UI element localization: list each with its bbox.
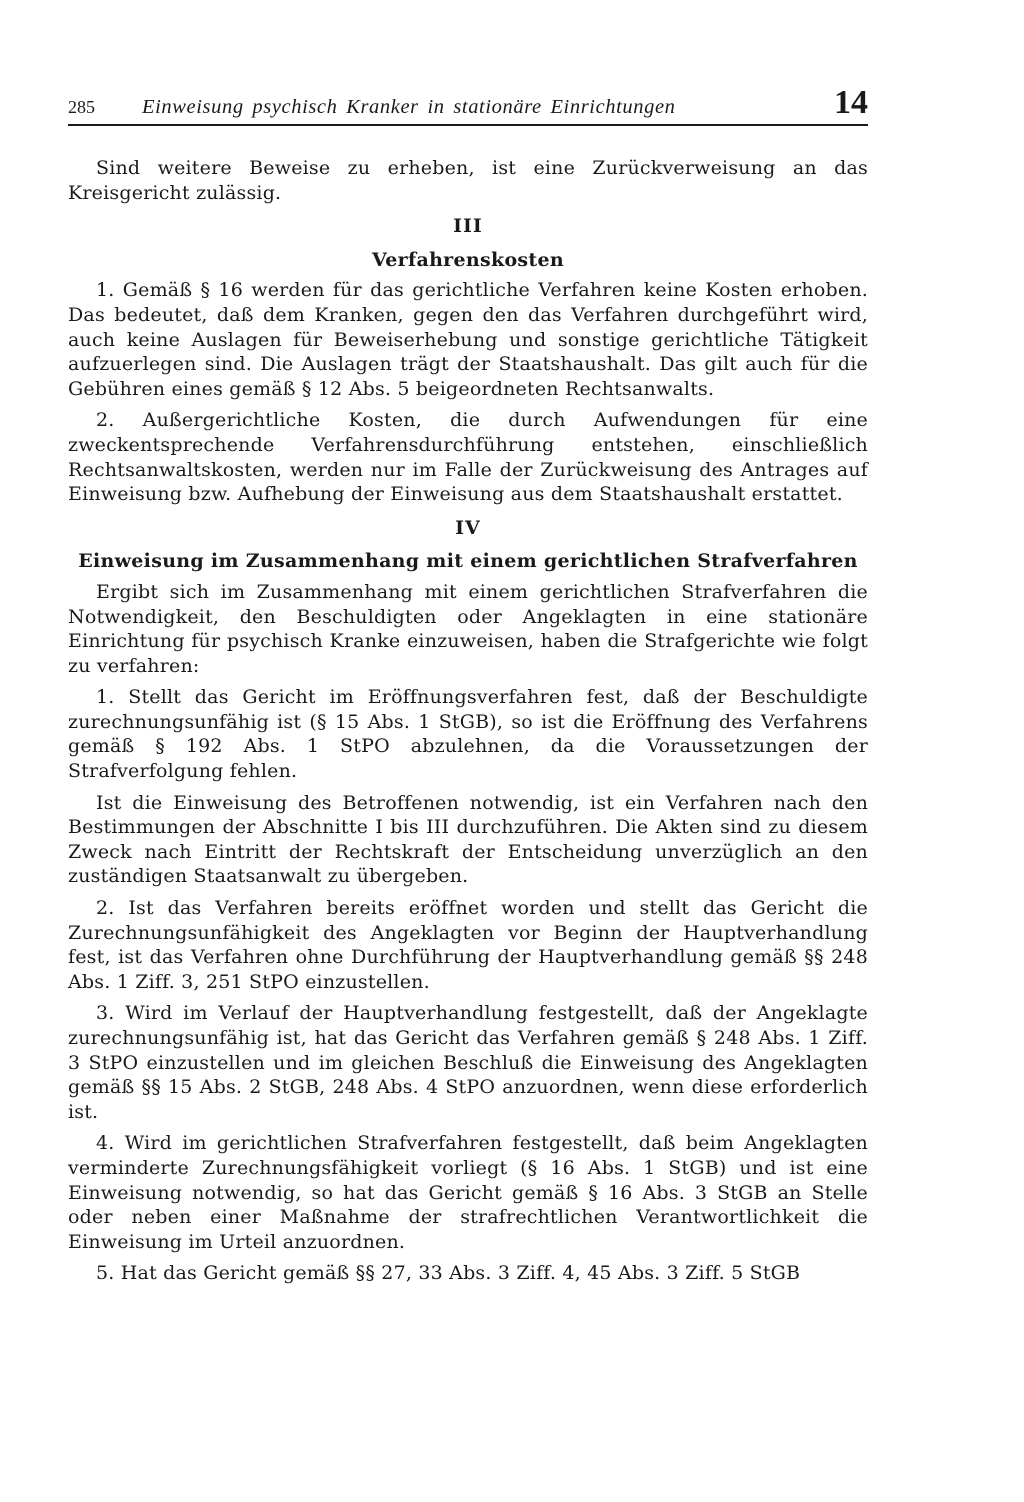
section-4-title: Einweisung im Zusammenhang mit einem gerichtlichen Strafverfahren xyxy=(78,550,858,573)
section-3-title: Verfahrenskosten xyxy=(371,248,565,271)
section-3-label: III xyxy=(453,215,483,238)
section-3-paragraph-2: 2. Außergerichtliche Kosten, die durch Aufwendungen für eine zweckentsprechende Verfahrensdurchführung entstehen, einschließlich Rechtsanwaltskosten, werden nur im Falle der Zurückweisung des Antrages auf Einweisung bzw. Aufhebung der Einweisung aus dem Staatshaushalt erstattet. xyxy=(68,409,868,506)
section-4-paragraph-2: 1. Stellt das Gericht im Eröffnungsverfahren fest, daß der Beschuldigte zurechnungsunfähig ist (§ 15 Abs. 1 StGB), so ist die Eröffnung des Verfahrens gemäß § 192 Abs. 1 StPO abzulehnen, da die Voraussetzungen der Strafverfolgung fehlen. xyxy=(68,686,868,783)
page-header xyxy=(68,84,868,126)
running-title: Einweisung psychisch Kranker in stationäre Einrichtungen xyxy=(142,96,676,118)
page-body xyxy=(68,156,868,1286)
document-page xyxy=(68,84,868,1286)
chapter-number: 14 xyxy=(834,84,868,121)
section-4-paragraph-5: 3. Wird im Verlauf der Hauptverhandlung festgestellt, daß der Angeklagte zurechnungsunfähig ist, hat das Gericht das Verfahren gemäß § 248 Abs. 1 Ziff. 3 StPO einzustellen und im gleichen Beschluß die Einweisung des Angeklagten gemäß §§ 15 Abs. 2 StGB, 248 Abs. 4 StPO anzuordnen, wenn diese erforderlich ist. xyxy=(68,1002,868,1123)
section-4-paragraph-1: Ergibt sich im Zusammenhang mit einem gerichtlichen Strafverfahren die Notwendigkeit, den Beschuldigten oder Angeklagten in eine stationäre Einrichtung für psychisch Kranke einzuweisen, haben die Strafgerichte wie folgt zu verfahren: xyxy=(68,580,868,677)
page-number: 285 xyxy=(68,97,95,117)
section-4-label: IV xyxy=(455,516,481,539)
section-3-paragraph-1: 1. Gemäß § 16 werden für das gerichtliche Verfahren keine Kosten erhoben. Das bedeutet, daß dem Kranken, gegen den das Verfahren durchgeführt wird, auch keine Auslagen für Beweiserhebung und sonstige gerichtliche Tätigkeit aufzuerlegen sind. Die Auslagen trägt der Staatshaushalt. Das gilt auch für die Gebühren eines gemäß § 12 Abs. 5 beigeordneten Rechtsanwalts. xyxy=(68,279,868,400)
intro-paragraph: Sind weitere Beweise zu erheben, ist eine Zurückverweisung an das Kreisgericht zulässig. xyxy=(68,157,868,204)
section-4-paragraph-3: Ist die Einweisung des Betroffenen notwendig, ist ein Verfahren nach den Bestimmungen der Abschnitte I bis III durchzuführen. Die Akten sind zu diesem Zweck nach Eintritt der Rechtskraft der Entscheidung unverzüglich an den zuständigen Staatsanwalt zu übergeben. xyxy=(68,791,868,888)
section-4-paragraph-4: 2. Ist das Verfahren bereits eröffnet worden und stellt das Gericht die Zurechnungsunfähigkeit des Angeklagten vor Beginn der Hauptverhandlung fest, ist das Verfahren ohne Durchführung der Hauptverhandlung gemäß §§ 248 Abs. 1 Ziff. 3, 251 StPO einzustellen. xyxy=(68,897,868,993)
section-4-paragraph-7: 5. Hat das Gericht gemäß §§ 27, 33 Abs. 3 Ziff. 4, 45 Abs. 3 Ziff. 5 StGB xyxy=(96,1262,801,1285)
section-4-paragraph-6: 4. Wird im gerichtlichen Strafverfahren festgestellt, daß beim Angeklagten verminderte Zurechnungsfähigkeit vorliegt (§ 16 Abs. 1 StGB) und ist eine Einweisung notwendig, so hat das Gericht gemäß § 16 Abs. 3 StGB an Stelle oder neben einer Maßnahme der strafrechtlichen Verantwortlichkeit die Einweisung im Urteil anzuordnen. xyxy=(68,1132,868,1253)
